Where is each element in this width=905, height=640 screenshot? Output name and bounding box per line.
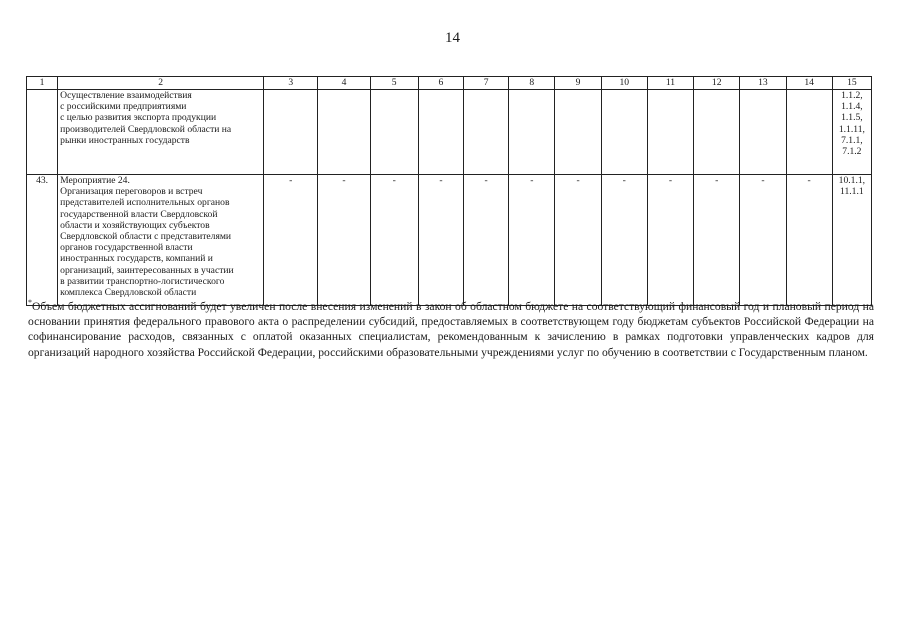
value-cell-col-5: - (370, 175, 418, 306)
description-line: Осуществление взаимодействия (60, 90, 192, 101)
description-line: государственной власти Свердловской (60, 208, 218, 220)
footnote (28, 299, 874, 360)
column-header-7: 7 (464, 77, 509, 90)
value-cell-col-8: - (509, 175, 555, 306)
description-line: производителей Свердловской области на (60, 123, 232, 135)
description-line: с российскими предприятиями (60, 101, 187, 113)
column-header-13: 13 (740, 77, 786, 90)
description-line: представителей исполнительных органов (60, 197, 230, 209)
column-header-12: 12 (694, 77, 740, 90)
ref-line: 11.1.1 (840, 186, 864, 198)
target-indicator-refs (832, 175, 871, 306)
ref-line: 1.1.5, (841, 112, 863, 124)
header-row (27, 77, 872, 90)
value-cell-col-11 (647, 90, 693, 175)
column-header-14: 14 (786, 77, 832, 90)
value-cell-col-4 (318, 90, 370, 175)
column-header-1: 1 (27, 77, 58, 90)
table-row (27, 175, 872, 306)
description-line: иностранных государств, компаний и (60, 253, 213, 265)
value-cell-col-3 (264, 90, 318, 175)
column-header-10: 10 (601, 77, 647, 90)
page-number: 14 (445, 30, 460, 46)
ref-line: 1.1.4, (841, 101, 863, 113)
description-line: комплекса Свердловской области (60, 287, 197, 299)
row-number (27, 90, 58, 175)
table-row (27, 90, 872, 175)
value-cell-col-9: - (555, 175, 601, 306)
ref-line: 1.1.2, (841, 90, 863, 101)
row-description (58, 175, 264, 306)
ref-line: 7.1.1, (841, 134, 863, 146)
value-cell-col-7: - (464, 175, 509, 306)
ref-line: 10.1.1, (838, 175, 866, 186)
column-header-4: 4 (318, 77, 370, 90)
column-header-15: 15 (832, 77, 871, 90)
description-line: Организация переговоров и встреч (60, 186, 203, 198)
value-cell-col-3: - (264, 175, 318, 306)
column-header-6: 6 (418, 77, 463, 90)
description-line: Свердловской области с представителями (60, 231, 232, 243)
ref-line: 1.1.11, (838, 123, 865, 135)
value-cell-col-13 (740, 90, 786, 175)
description-line: Мероприятие 24. (60, 175, 130, 186)
value-cell-col-10: - (601, 175, 647, 306)
value-cell-col-12 (694, 90, 740, 175)
row-number: 43. (27, 175, 58, 306)
footnote-text: Объем бюджетных ассигнований будет увеличен после внесения изменений в закон об областном бюджете на соответствующий финансовый год и плановый период на основании принятия федерального правового акта о распределении субсидий, предоставляемых в соответствующем году бюджетам субъектов Российской Федерации на софинансирование расходов, связанных с оплатой оказанных специалистам, рекомендованным к зачислению в рамках подготовки управленческих кадров для организаций народного хозяйства Российской Федерации, российскими образовательными учреждениями услуг по обучению в соответствии с Государственным планом. (28, 300, 874, 359)
column-header-8: 8 (509, 77, 555, 90)
target-indicator-refs (832, 90, 871, 175)
value-cell-col-6 (418, 90, 463, 175)
column-header-5: 5 (370, 77, 418, 90)
description-line: в развитии транспортно-логистического (60, 275, 225, 287)
column-header-2: 2 (58, 77, 264, 90)
value-cell-col-14: - (786, 175, 832, 306)
description-line: организаций, заинтересованных в участии (60, 264, 234, 276)
description-line: рынки иностранных государств (60, 134, 190, 146)
value-cell-col-13: - (740, 175, 786, 306)
row-description (58, 90, 264, 175)
value-cell-col-10 (601, 90, 647, 175)
description-line: органов государственной власти (60, 242, 193, 254)
value-cell-col-7 (464, 90, 509, 175)
ref-line: 7.1.2 (842, 146, 862, 158)
column-header-3: 3 (264, 77, 318, 90)
program-table (26, 76, 872, 306)
description-line: области и хозяйствующих субъектов (60, 219, 210, 231)
value-cell-col-9 (555, 90, 601, 175)
value-cell-col-12: - (694, 175, 740, 306)
column-header-9: 9 (555, 77, 601, 90)
value-cell-col-8 (509, 90, 555, 175)
description-line: с целью развития экспорта продукции (60, 112, 217, 124)
value-cell-col-5 (370, 90, 418, 175)
value-cell-col-11: - (647, 175, 693, 306)
value-cell-col-14 (786, 90, 832, 175)
value-cell-col-6: - (418, 175, 463, 306)
value-cell-col-4: - (318, 175, 370, 306)
footnote-marker: * (28, 298, 32, 308)
column-header-11: 11 (647, 77, 693, 90)
